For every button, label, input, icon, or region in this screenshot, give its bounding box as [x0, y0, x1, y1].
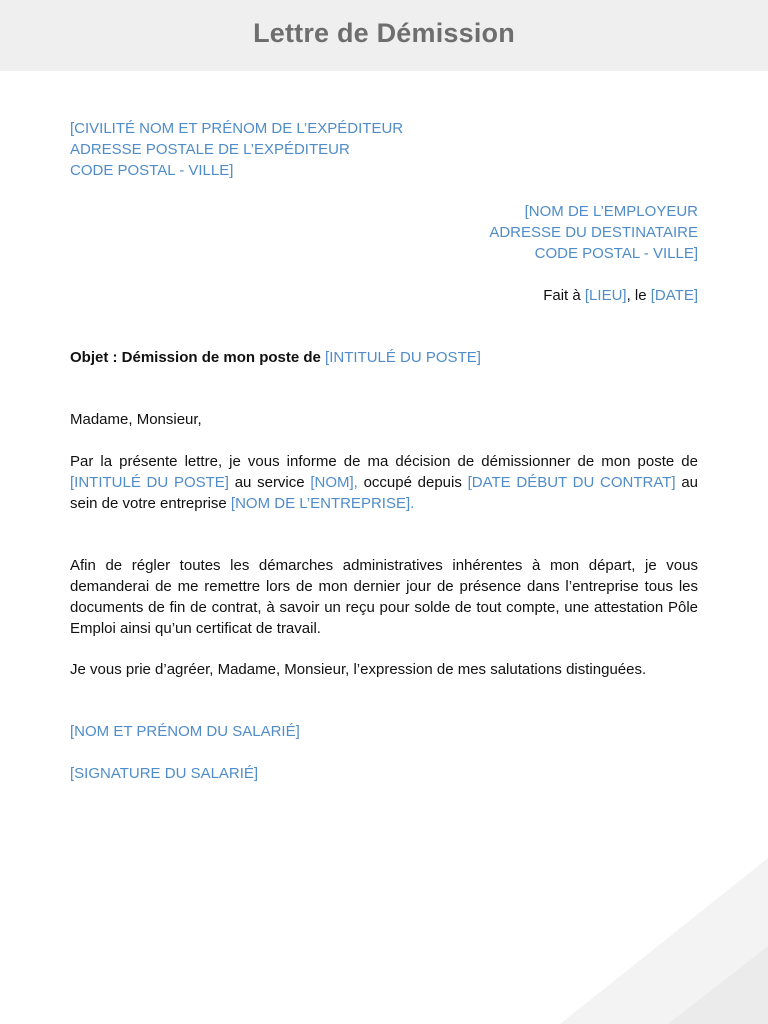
- p1-text-4: au sein de votre entreprise: [70, 474, 699, 512]
- p1-text-1: Par la présente lettre, je vous informe de ma décision de démissionner de mon poste de: [70, 453, 698, 470]
- place-placeholder: [LIEU]: [584, 287, 627, 304]
- paragraph-resignation: [70, 451, 698, 514]
- subject-position-placeholder: [INTITULÉ DU POSTE]: [325, 349, 481, 366]
- sender-line-city: CODE POSTAL - VILLE]: [70, 162, 234, 179]
- sender-line-address: ADRESSE POSTALE DE L’EXPÉDITEUR: [70, 141, 350, 158]
- date-placeholder: [DATE]: [650, 287, 698, 304]
- corner-stripe-inner: [668, 946, 768, 1024]
- recipient-block: [489, 201, 698, 264]
- p1-text-3: occupé depuis: [357, 474, 468, 491]
- signature-placeholder: [SIGNATURE DU SALARIÉ]: [70, 765, 259, 782]
- page-title: Lettre de Démission: [253, 18, 515, 48]
- recipient-line-city: CODE POSTAL - VILLE]: [534, 245, 698, 262]
- paragraph-documents: Afin de régler toutes les démarches administratives inhérentes à mon départ, je vous demanderai de me remettre lors de mon dernier jour de présence dans l’entreprise tous les documents de fin de contrat, à savoir un reçu pour solde de tout compte, une attestation Pôle Emploi ainsi qu’un certificat de travail.: [70, 557, 698, 637]
- sender-line-name: [CIVILITÉ NOM ET PRÉNOM DE L’EXPÉDITEUR: [70, 120, 404, 137]
- p1-start-date-placeholder: [DATE DÉBUT DU CONTRAT]: [467, 474, 676, 491]
- sender-block: [70, 118, 403, 181]
- place-date-line: [543, 285, 698, 306]
- subject-line: [70, 347, 481, 368]
- place-date-middle: , le: [626, 287, 651, 304]
- p1-service-placeholder: [NOM],: [310, 474, 358, 491]
- recipient-line-name: [NOM DE L’EMPLOYEUR: [524, 203, 698, 220]
- signer-name-placeholder: [NOM ET PRÉNOM DU SALARIÉ]: [70, 723, 300, 740]
- paragraph-closing: Je vous prie d’agréer, Madame, Monsieur, l’expression de mes salutations distinguées.: [70, 661, 647, 678]
- place-date-prefix: Fait à: [543, 287, 585, 304]
- subject-label: Objet : Démission de mon poste de: [70, 349, 326, 366]
- corner-stripe-outer: [560, 858, 768, 1024]
- p1-text-2: au service: [228, 474, 311, 491]
- p1-position-placeholder: [INTITULÉ DU POSTE]: [70, 474, 229, 491]
- recipient-line-address: ADRESSE DU DESTINATAIRE: [489, 224, 698, 241]
- p1-company-placeholder: [NOM DE L’ENTREPRISE].: [230, 495, 415, 512]
- greeting: Madame, Monsieur,: [70, 411, 202, 428]
